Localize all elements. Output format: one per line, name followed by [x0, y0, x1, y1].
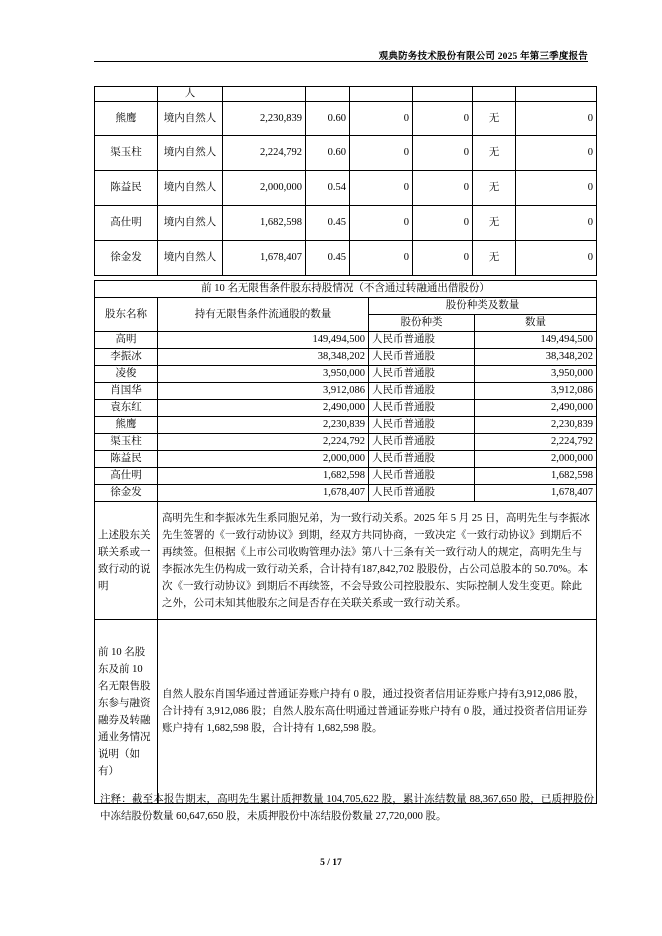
col-header-type: 股份种类 [369, 315, 475, 332]
shareholder-nature: 境内自然人 [158, 171, 223, 206]
holding-ratio: 0.54 [306, 171, 350, 206]
unrestricted-qty: 3,912,086 [158, 383, 369, 400]
pledge-quantity: 0 [516, 102, 597, 136]
shareholder-name: 徐金发 [95, 485, 158, 502]
relation-description: 高明先生和李振冰先生系同胞兄弟，为一致行动关系。2025 年 5 月 25 日，高明先生与李振冰先生签署的《一致行动协议》到期，经双方共同协商，一致决定《一致行动协议》到期后不再续签。但根据《上市公司收购管理办法》第八十三条有关一致行动人的规定，高明先生与李振冰先生仍构成一致行动关系，合计持有187,842,702 股股份，占公司总股本的 50.70%。本次《一致行动协议》到期后不再续签，不会导致公司控股股东、实际控制人发生变更。除此之外，公司未知其他股东之间是否存在关联关系或一致行动关系。 [158, 502, 597, 620]
table-row [95, 417, 597, 434]
table-row [95, 136, 597, 171]
col-header-type-group: 股份种类及数量 [369, 298, 597, 315]
restricted-incl-shares: 0 [413, 102, 473, 136]
table-row [95, 171, 597, 206]
margin-trading-label: 前 10 名股东及前 10 名无限售股东参与融资融券及转融通业务情况说明（如有） [95, 620, 158, 804]
top10-shareholders-table [94, 86, 597, 276]
restricted-incl-shares: 0 [413, 171, 473, 206]
restricted-incl-shares: 0 [413, 136, 473, 171]
col-header-amount: 数量 [475, 315, 597, 332]
shares-held: 2,000,000 [223, 171, 306, 206]
table-row [95, 485, 597, 502]
col-header-name: 股东名称 [95, 298, 158, 332]
shares-held: 2,224,792 [223, 136, 306, 171]
shares-held: 2,230,839 [223, 102, 306, 136]
table-row [95, 434, 597, 451]
share-type: 人民币普通股 [369, 383, 475, 400]
share-amount: 3,912,086 [475, 383, 597, 400]
table-row [95, 366, 597, 383]
shareholder-name: 徐金发 [95, 241, 158, 276]
holding-ratio: 0.45 [306, 206, 350, 241]
unrestricted-qty: 3,950,000 [158, 366, 369, 383]
table-row [95, 620, 597, 804]
shareholder-name: 高明 [95, 332, 158, 349]
table-row [95, 349, 597, 366]
unrestricted-qty: 38,348,202 [158, 349, 369, 366]
share-amount: 38,348,202 [475, 349, 597, 366]
header-rule [94, 61, 588, 62]
unrestricted-qty: 2,000,000 [158, 451, 369, 468]
table-row [95, 502, 597, 620]
share-type: 人民币普通股 [369, 332, 475, 349]
col-header-qty: 持有无限售条件流通股的数量 [158, 298, 369, 332]
table-row [95, 102, 597, 136]
restricted-shares: 0 [350, 171, 413, 206]
restricted-shares: 0 [350, 136, 413, 171]
share-type: 人民币普通股 [369, 366, 475, 383]
pledge-status: 无 [473, 102, 516, 136]
holding-ratio: 0.60 [306, 136, 350, 171]
shareholder-name: 高仕明 [95, 468, 158, 485]
table-row [95, 383, 597, 400]
table-row [95, 332, 597, 349]
shareholder-name: 肖国华 [95, 383, 158, 400]
footnote: 注释：截至本报告期末，高明先生累计质押数量 104,705,622 股，累计冻结数量 88,367,650 股，已质押股份中冻结股份数量 60,647,650 股，未质押股份中冻结股份数量 27,720,000 股。 [100, 794, 594, 822]
table-row [95, 206, 597, 241]
shareholder-name: 李振冰 [95, 349, 158, 366]
shareholder-name: 熊鹰 [95, 417, 158, 434]
unrestricted-qty: 2,230,839 [158, 417, 369, 434]
shares-held: 1,678,407 [223, 241, 306, 276]
pledge-status: 无 [473, 171, 516, 206]
share-type: 人民币普通股 [369, 400, 475, 417]
report-header: 观典防务技术股份有限公司 2025 年第三季度报告 [378, 52, 588, 62]
table-row [95, 87, 597, 102]
share-type: 人民币普通股 [369, 468, 475, 485]
shareholder-name: 凌俊 [95, 366, 158, 383]
holding-ratio: 0.45 [306, 241, 350, 276]
shareholder-name: 熊鹰 [95, 102, 158, 136]
shareholder-nature: 境内自然人 [158, 206, 223, 241]
unrestricted-qty: 2,224,792 [158, 434, 369, 451]
shareholder-nature: 境内自然人 [158, 136, 223, 171]
unrestricted-qty: 2,490,000 [158, 400, 369, 417]
shares-held: 1,682,598 [223, 206, 306, 241]
table-row [95, 451, 597, 468]
unrestricted-shareholders-table [94, 280, 597, 804]
shareholder-nature: 境内自然人 [158, 241, 223, 276]
pledge-status: 无 [473, 206, 516, 241]
pledge-quantity: 0 [516, 206, 597, 241]
unrestricted-qty: 1,682,598 [158, 468, 369, 485]
shareholder-name: 高仕明 [95, 206, 158, 241]
shareholder-name: 渠玉柱 [95, 136, 158, 171]
unrestricted-qty: 149,494,500 [158, 332, 369, 349]
table-row [95, 241, 597, 276]
shareholder-name: 袁东红 [95, 400, 158, 417]
share-type: 人民币普通股 [369, 417, 475, 434]
shareholder-name: 陈益民 [95, 171, 158, 206]
share-type: 人民币普通股 [369, 434, 475, 451]
pledge-status: 无 [473, 241, 516, 276]
page-number: 5 / 17 [320, 858, 342, 868]
margin-trading-description: 自然人股东肖国华通过普通证券账户持有 0 股，通过投资者信用证券账户持有3,912,086 股，合计持有 3,912,086 股；自然人股东高仕明通过普通证券账户持有 0 股，通过投资者信用证券账户持有 1,682,598 股，合计持有 1,682,598 股。 [158, 620, 597, 804]
relation-label: 上述股东关联关系或一致行动的说明 [95, 502, 158, 620]
nature-cell: 人 [158, 87, 223, 102]
share-type: 人民币普通股 [369, 349, 475, 366]
holding-ratio: 0.60 [306, 102, 350, 136]
share-amount: 3,950,000 [475, 366, 597, 383]
share-amount: 1,678,407 [475, 485, 597, 502]
shareholder-name: 陈益民 [95, 451, 158, 468]
restricted-incl-shares: 0 [413, 206, 473, 241]
share-amount: 2,224,792 [475, 434, 597, 451]
restricted-shares: 0 [350, 102, 413, 136]
restricted-shares: 0 [350, 241, 413, 276]
unrestricted-qty: 1,678,407 [158, 485, 369, 502]
table-row [95, 468, 597, 485]
restricted-incl-shares: 0 [413, 241, 473, 276]
pledge-quantity: 0 [516, 136, 597, 171]
section-title: 前 10 名无限售条件股东持股情况（不含通过转融通出借股份） [95, 281, 597, 298]
pledge-quantity: 0 [516, 241, 597, 276]
share-amount: 2,230,839 [475, 417, 597, 434]
share-amount: 149,494,500 [475, 332, 597, 349]
table-row [95, 281, 597, 298]
share-amount: 2,000,000 [475, 451, 597, 468]
share-amount: 1,682,598 [475, 468, 597, 485]
pledge-quantity: 0 [516, 171, 597, 206]
pledge-status: 无 [473, 136, 516, 171]
table-row [95, 400, 597, 417]
shareholder-nature: 境内自然人 [158, 102, 223, 136]
shareholder-name: 渠玉柱 [95, 434, 158, 451]
share-amount: 2,490,000 [475, 400, 597, 417]
share-type: 人民币普通股 [369, 451, 475, 468]
table-row [95, 298, 597, 315]
restricted-shares: 0 [350, 206, 413, 241]
share-type: 人民币普通股 [369, 485, 475, 502]
